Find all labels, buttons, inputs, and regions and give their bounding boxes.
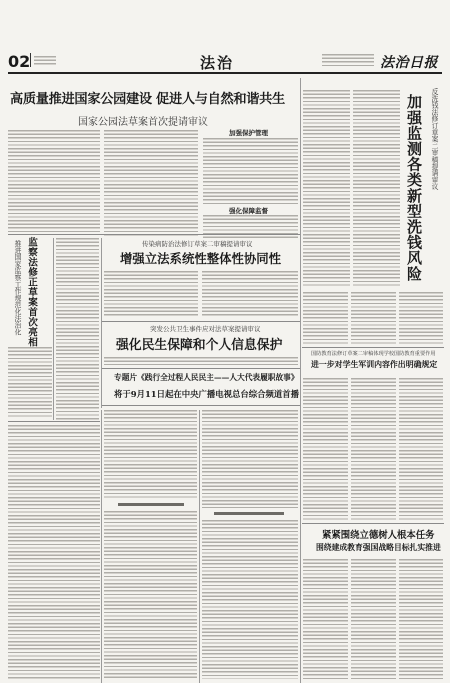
emergency-bottom-rule [102, 368, 300, 369]
supervision-headline: 监察法修正草案首次亮相 [26, 237, 37, 347]
page-number: 02 [8, 52, 31, 71]
infectious-body-col-2 [202, 271, 298, 318]
education-body-col-3 [399, 559, 443, 679]
supervision-right-divider [101, 238, 102, 408]
defense-bottom-rule [302, 523, 444, 524]
section-title: 法治 [200, 54, 235, 72]
infectious-bottom-rule [102, 321, 300, 322]
lead-body-col-3a [203, 138, 298, 204]
supervision-divider [53, 238, 54, 420]
infectious-body-col-1 [104, 271, 198, 318]
column-divider-main [300, 78, 301, 683]
defense-body-col-1 [303, 378, 348, 520]
infectious-headline: 增强立法系统性整体性协同性 [120, 251, 282, 266]
lower-divider-2 [199, 410, 200, 683]
masthead-rule [8, 72, 442, 74]
defense-body-col-2 [351, 378, 396, 520]
education-body-col-2 [351, 559, 396, 679]
antimoney-bottom-rule [302, 347, 444, 348]
lead-subhead-1: 加强保护管理 [229, 129, 268, 137]
defense-headline: 进一步对学生军训内容作出明确规定 [311, 360, 438, 369]
page-header [0, 44, 450, 74]
lower-body-col-3a [202, 410, 298, 508]
emergency-headline: 强化民生保障和个人信息保护 [116, 338, 283, 353]
supervision-body-col-2 [56, 238, 99, 420]
lower-body-col-2b [104, 511, 197, 679]
education-headline-2: 围绕建成教育强国战略目标扎实推进 [316, 543, 441, 552]
documentary-headline-2: 将于9月11日起在中央广播电视总台综合频道首播 [114, 389, 299, 399]
supervision-body-col-1 [8, 347, 52, 419]
left-lower-rule [8, 421, 100, 422]
defense-body-col-3 [399, 378, 443, 520]
antimoney-body-col-2 [353, 90, 400, 288]
documentary-bottom-rule [102, 405, 300, 406]
lead-bottom-rule [8, 234, 300, 235]
lower-subhead-bar-1 [118, 503, 184, 506]
antimoney-headline: 加强监测各类新型洗钱风险 [405, 94, 423, 282]
emergency-kicker: 突发公共卫生事件应对法草案提请审议 [150, 325, 261, 333]
education-body-col-1 [303, 559, 348, 679]
lower-subhead-bar-2 [214, 512, 284, 515]
education-headline-1: 紧紧围绕立德树人根本任务 [322, 530, 435, 541]
lower-body-col-2a [104, 410, 197, 498]
lead-subhead-2: 强化保障监督 [229, 207, 268, 215]
infectious-kicker: 传染病防治法修订草案二审稿提请审议 [142, 240, 253, 248]
lead-subtitle: 国家公园法草案首次提请审议 [78, 117, 208, 128]
emergency-body [104, 357, 298, 365]
lower-body-col-3b [202, 520, 298, 679]
newspaper-logo: 法治日报 [380, 55, 438, 71]
antimoney-subtitle: 反洗钱法修订草案二审稿提请审议 [430, 88, 438, 190]
defense-kicker: 国防教育法修订草案二审稿体现学校国防教育重要作用 [311, 351, 436, 357]
lead-body-col-2 [104, 130, 198, 238]
page-number-divider [30, 53, 31, 67]
lower-body-col-1 [8, 425, 100, 679]
date-line [34, 56, 56, 65]
lead-headline: 高质量推进国家公园建设 促进人与自然和谐共生 [10, 92, 285, 107]
editor-credits [322, 54, 374, 66]
documentary-headline-1: 专题片《践行全过程人民民主——人大代表履职故事》 [114, 373, 299, 382]
supervision-subtitle: 推进国家监察工作规范化法治化 [13, 240, 21, 336]
antimoney-body-col-1 [303, 90, 350, 288]
lower-divider-1 [101, 410, 102, 683]
antimoney-body-col-4 [351, 292, 396, 344]
antimoney-body-col-3 [303, 292, 348, 344]
lead-body-col-1 [8, 130, 100, 232]
antimoney-body-col-5 [399, 292, 443, 344]
